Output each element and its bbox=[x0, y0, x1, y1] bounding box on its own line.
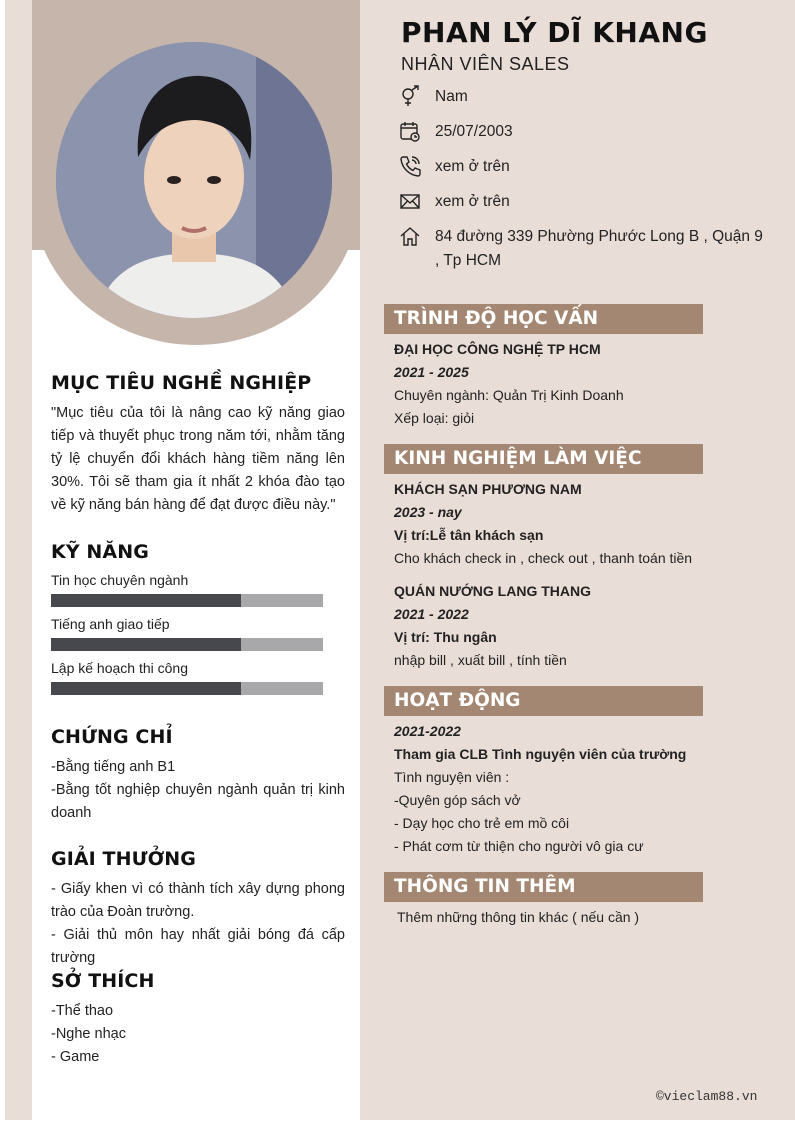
skills-section bbox=[51, 541, 345, 695]
home-icon bbox=[399, 225, 421, 247]
hobby-item: -Thể thao bbox=[51, 1003, 114, 1019]
cv-page bbox=[5, 0, 795, 1120]
watermark: ©vieclam88.vn bbox=[656, 1089, 758, 1104]
gender-value: Nam bbox=[435, 88, 468, 105]
contact-gender bbox=[399, 85, 765, 109]
extra-title: THÔNG TIN THÊM bbox=[384, 872, 703, 902]
skill-bar bbox=[51, 594, 323, 607]
experience-job bbox=[394, 580, 784, 672]
contact-birthday bbox=[399, 120, 765, 144]
job-position: Vị trí:Lễ tân khách sạn bbox=[394, 527, 544, 543]
certificates-title: CHỨNG CHỈ bbox=[51, 726, 173, 748]
skill-label: Lập kế hoạch thi công bbox=[51, 660, 188, 676]
job-position: Vị trí: Thu ngân bbox=[394, 629, 497, 645]
activity-name: Tham gia CLB Tình nguyện viên của trường bbox=[394, 746, 687, 762]
skill-label: Tin học chuyên ngành bbox=[51, 572, 189, 588]
skill-bar bbox=[51, 638, 323, 651]
phone-value: xem ở trên bbox=[435, 158, 510, 175]
certificate-item: -Bằng tiếng anh B1 bbox=[51, 759, 176, 775]
job-description: nhập bill , xuất bill , tính tiền bbox=[394, 652, 567, 668]
education-major: Chuyên ngành: Quản Trị Kinh Doanh bbox=[394, 387, 624, 403]
contact-address bbox=[399, 225, 765, 273]
skill-label: Tiếng anh giao tiếp bbox=[51, 616, 170, 632]
hobby-item: - Game bbox=[51, 1049, 100, 1065]
job-title: NHÂN VIÊN SALES bbox=[401, 54, 570, 74]
profile-photo-illustration bbox=[56, 42, 332, 318]
phone-icon bbox=[399, 155, 421, 177]
award-item: - Giải thủ môn hay nhất giải bóng đá cấp trường bbox=[51, 927, 345, 966]
activity-line: Tình nguyện viên : bbox=[394, 769, 510, 785]
activities-title: HOẠT ĐỘNG bbox=[384, 686, 703, 716]
job-company: QUÁN NƯỚNG LANG THANG bbox=[394, 583, 591, 599]
education-grade: Xếp loại: giỏi bbox=[394, 410, 475, 426]
awards-title: GIẢI THƯỞNG bbox=[51, 848, 196, 870]
objective-title: MỤC TIÊU NGHỀ NGHIỆP bbox=[51, 372, 312, 394]
awards-section bbox=[51, 848, 345, 970]
mail-icon bbox=[399, 190, 421, 212]
skills-title: KỸ NĂNG bbox=[51, 541, 149, 563]
education-title: TRÌNH ĐỘ HỌC VẤN bbox=[384, 304, 703, 334]
calendar-icon bbox=[399, 120, 421, 142]
profile-photo bbox=[56, 42, 332, 318]
skill-bar-fill bbox=[51, 682, 241, 695]
activity-period: 2021-2022 bbox=[394, 723, 461, 739]
job-period: 2021 - 2022 bbox=[394, 606, 469, 622]
hobbies-section bbox=[51, 970, 345, 1069]
extra-text: Thêm những thông tin khác ( nếu cần ) bbox=[397, 909, 640, 925]
candidate-name: PHAN LÝ DĨ KHANG bbox=[401, 16, 708, 49]
activity-line: - Dạy học cho trẻ em mồ côi bbox=[394, 815, 570, 831]
certificate-item: -Bằng tốt nghiệp chuyên ngành quản trị kinh doanh bbox=[51, 782, 345, 821]
extra-section bbox=[397, 906, 787, 929]
hobby-item: -Nghe nhạc bbox=[51, 1026, 126, 1042]
job-period: 2023 - nay bbox=[394, 504, 462, 520]
job-description: Cho khách check in , check out , thanh toán tiền bbox=[394, 550, 693, 566]
experience-title: KINH NGHIỆM LÀM VIỆC bbox=[384, 444, 703, 474]
objective-section bbox=[51, 372, 345, 517]
education-section bbox=[394, 338, 784, 430]
job-company: KHÁCH SẠN PHƯƠNG NAM bbox=[394, 481, 582, 497]
activity-line: -Quyên góp sách vở bbox=[394, 792, 521, 808]
skill-bar-fill bbox=[51, 638, 241, 651]
experience-job bbox=[394, 478, 784, 570]
address-value: 84 đường 339 Phường Phước Long B , Quận 9 , Tp HCM bbox=[435, 228, 763, 269]
activity-line: - Phát cơm từ thiện cho người vô gia cư bbox=[394, 838, 644, 854]
birthday-value: 25/07/2003 bbox=[435, 123, 513, 140]
education-period: 2021 - 2025 bbox=[394, 364, 469, 380]
activities-section bbox=[394, 720, 784, 858]
hobbies-title: SỞ THÍCH bbox=[51, 970, 155, 992]
skill-bar-fill bbox=[51, 594, 241, 607]
contact-phone bbox=[399, 155, 765, 179]
skill-bar bbox=[51, 682, 323, 695]
objective-text: "Mục tiêu của tôi là nâng cao kỹ năng giao tiếp và thuyết phục trong năm tới, nhằm tăng tỷ lệ chuyển đổi khách hàng tiềm năng lên 30%. Tôi sẽ tham gia ít nhất 2 khóa đào tạo về kỹ năng bán hàng để đạt được điều này." bbox=[51, 405, 345, 513]
certificates-section bbox=[51, 726, 345, 825]
gender-icon bbox=[399, 85, 421, 107]
contact-email bbox=[399, 190, 765, 214]
school-name: ĐẠI HỌC CÔNG NGHỆ TP HCM bbox=[394, 341, 601, 357]
email-value: xem ở trên bbox=[435, 193, 510, 210]
award-item: - Giấy khen vì có thành tích xây dựng phong trào của Đoàn trường. bbox=[51, 881, 345, 920]
